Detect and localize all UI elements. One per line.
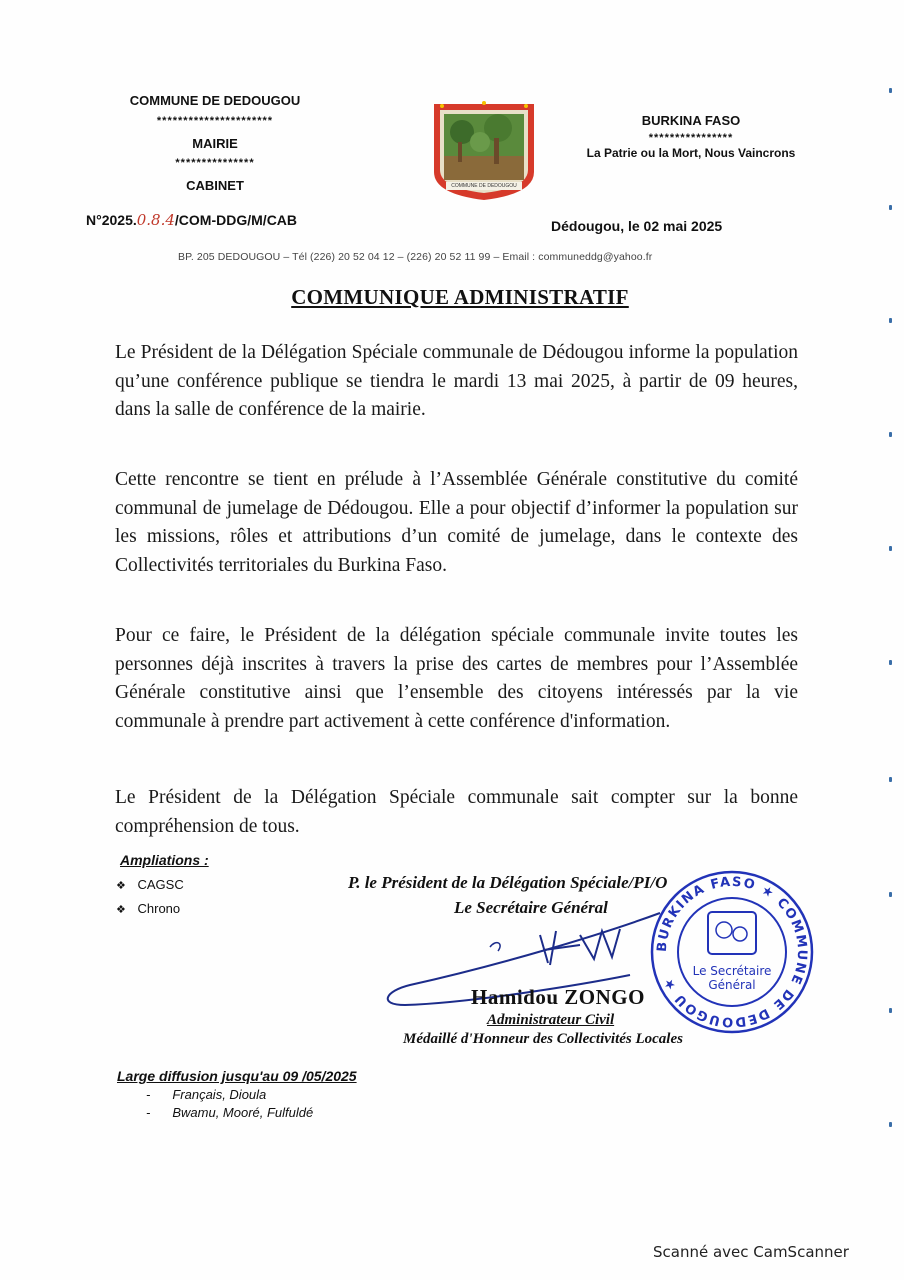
stamp-inner-text: Le Secrétaire Général xyxy=(692,964,772,992)
mairie-label: MAIRIE xyxy=(192,136,238,151)
signature-title: Le Secrétaire Général xyxy=(454,898,608,917)
diffusion-title: Large diffusion jusqu'au 09 /05/2025 xyxy=(117,1068,357,1084)
signatory-name: Hamidou ZONGO xyxy=(471,985,645,1009)
stars-divider: *************** xyxy=(175,157,255,169)
signature-authority: P. le Président de la Délégation Spéciale/PI/O xyxy=(348,873,668,892)
logo-caption: COMMUNE DE DEDOUGOU xyxy=(451,183,517,189)
camscanner-watermark: Scanné avec CamScanner xyxy=(653,1243,849,1261)
scan-mark xyxy=(889,892,892,897)
scan-mark xyxy=(889,205,892,210)
dash-bullet: - xyxy=(146,1105,151,1120)
scan-mark xyxy=(889,546,892,551)
scan-mark xyxy=(889,660,892,665)
body-paragraph-2: Cette rencontre se tient en prélude à l’Assemblée Générale constitutive du comité communal de jumelage de Dédougou. Elle a pour objectif d’informer la population sur les missions, rôles et attributions d’un comité de jumelage, dans le contexte des Collectivités territoriales du Burkina Faso. xyxy=(115,469,798,576)
document-title: COMMUNIQUE ADMINISTRATIF xyxy=(291,285,629,309)
document-date: Dédougou, le 02 mai 2025 xyxy=(551,218,723,234)
reference-number: N°2025.0.8.4/COM-DDG/M/CAB xyxy=(86,211,298,229)
scan-mark xyxy=(889,777,892,782)
scan-mark xyxy=(889,88,892,93)
contact-line: BP. 205 DEDOUGOU – Tél (226) 20 52 04 12 – (226) 20 52 11 99 – Email : communeddg@yahoo.fr xyxy=(178,251,653,263)
diamond-bullet-icon: ❖ xyxy=(116,904,126,916)
dash-bullet: - xyxy=(146,1087,151,1102)
cabinet-label: CABINET xyxy=(186,178,244,193)
signatory-role: Administrateur Civil xyxy=(487,1012,615,1028)
country-name: BURKINA FASO xyxy=(641,113,741,128)
ampliation-item: ❖ Chrono xyxy=(116,901,181,916)
official-stamp xyxy=(648,868,816,1036)
commune-logo xyxy=(428,98,540,202)
body-paragraph-4: Le Président de la Délégation Spéciale communale sait compter sur la bonne compréhension de tous. xyxy=(115,787,798,837)
stars-divider: ********************** xyxy=(156,115,274,127)
ampliation-item: ❖ CAGSC xyxy=(116,877,184,892)
body-paragraph-3: Pour ce faire, le Président de la délégation spéciale communale invite toutes les personnes déjà inscrites à travers la prise des cartes de membres pour l’Assemblée Générale constitutive ainsi que l’ensemble des citoyens intéressés par la vie communale à prendre part activement à cette conférence d'information. xyxy=(115,625,798,732)
ampliations-title: Ampliations : xyxy=(120,852,209,868)
diffusion-item: - Français, Dioula xyxy=(146,1087,267,1102)
diffusion-item: - Bwamu, Mooré, Fulfuldé xyxy=(146,1105,314,1120)
diamond-bullet-icon: ❖ xyxy=(116,880,126,892)
scan-mark xyxy=(889,1008,892,1013)
scan-mark xyxy=(889,1122,892,1127)
signatory-honor: Médaillé d'Honneur des Collectivités Locales xyxy=(403,1031,683,1047)
body-paragraph-1: Le Président de la Délégation Spéciale communale de Dédougou informe la population qu’une conférence publique se tiendra le mardi 13 mai 2025, à partir de 09 heures, dans la salle de conférence de la mairie. xyxy=(115,342,798,421)
commune-name: COMMUNE DE DEDOUGOU xyxy=(129,93,301,108)
handwritten-number: 0.8.4 xyxy=(136,211,175,229)
stars-divider: **************** xyxy=(648,132,734,144)
scan-mark xyxy=(889,432,892,437)
scan-mark xyxy=(889,318,892,323)
stamp-ring-text: BURKINA FASO ★ COMMUNE DE DEDOUGOU ★ xyxy=(654,874,810,1030)
national-motto: La Patrie ou la Mort, Nous Vaincrons xyxy=(586,146,796,160)
